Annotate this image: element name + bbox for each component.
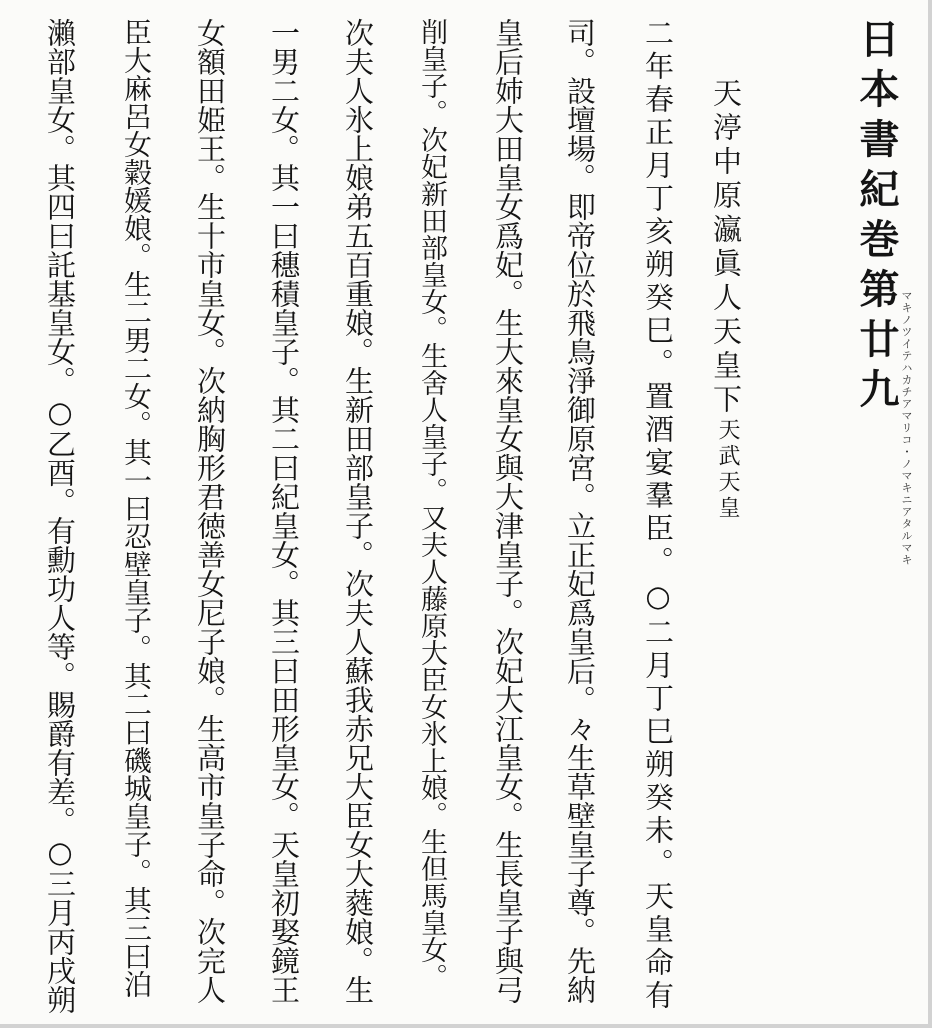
text-line-9: 瀨部皇女。其四曰託基皇女。○乙酉。有勳功人等。賜爵有差。○三月丙戌朔 xyxy=(43,18,77,1014)
text-line-5: 次夫人氷上娘弟五百重娘。生新田部皇子。次夫人蘇我赤兄大臣女大蕤娘。生 xyxy=(341,18,375,1004)
text-line-2: 司。設壇場。即帝位於飛鳥淨御原宮。立正妃爲皇后。々生草壁皇子尊。先納 xyxy=(563,18,597,1004)
emperor-name: 天渟中原瀛眞人天皇下 xyxy=(709,78,743,418)
text-line-8: 臣大麻呂女糓媛娘。生二男二女。其一曰忍壁皇子。其二曰磯城皇子。其三曰泊 xyxy=(120,18,153,998)
text-line-6: 一男二女。其一曰穗積皇子。其二曰紀皇女。其三曰田形皇女。天皇初娶鏡王 xyxy=(267,18,301,1004)
subtitle: 天武天皇 xyxy=(715,418,740,522)
text-line-7: 女額田姫王。生十市皇女。次納胸形君徳善女尼子娘。生高市皇子命。次完人 xyxy=(193,18,227,1004)
title-reading: マキノツイテハカチアマリコ・ノマキニアタルマキ xyxy=(900,290,913,566)
text-line-3: 皇后姉大田皇女爲妃。生大來皇女與大津皇子。次妃大江皇女。生長皇子與弓 xyxy=(491,18,525,1004)
book-title: 日本書紀巻第廿九 xyxy=(853,18,900,418)
text-line-4: 削皇子。次妃新田部皇女。生舍人皇子。又夫人藤原大臣女氷上娘。生但馬皇女。 xyxy=(416,18,447,990)
text-line-1: 二年春正月丁亥朔癸巳。置酒宴羣臣。○二月丁巳朔癸未。天皇命有 xyxy=(641,18,675,1013)
